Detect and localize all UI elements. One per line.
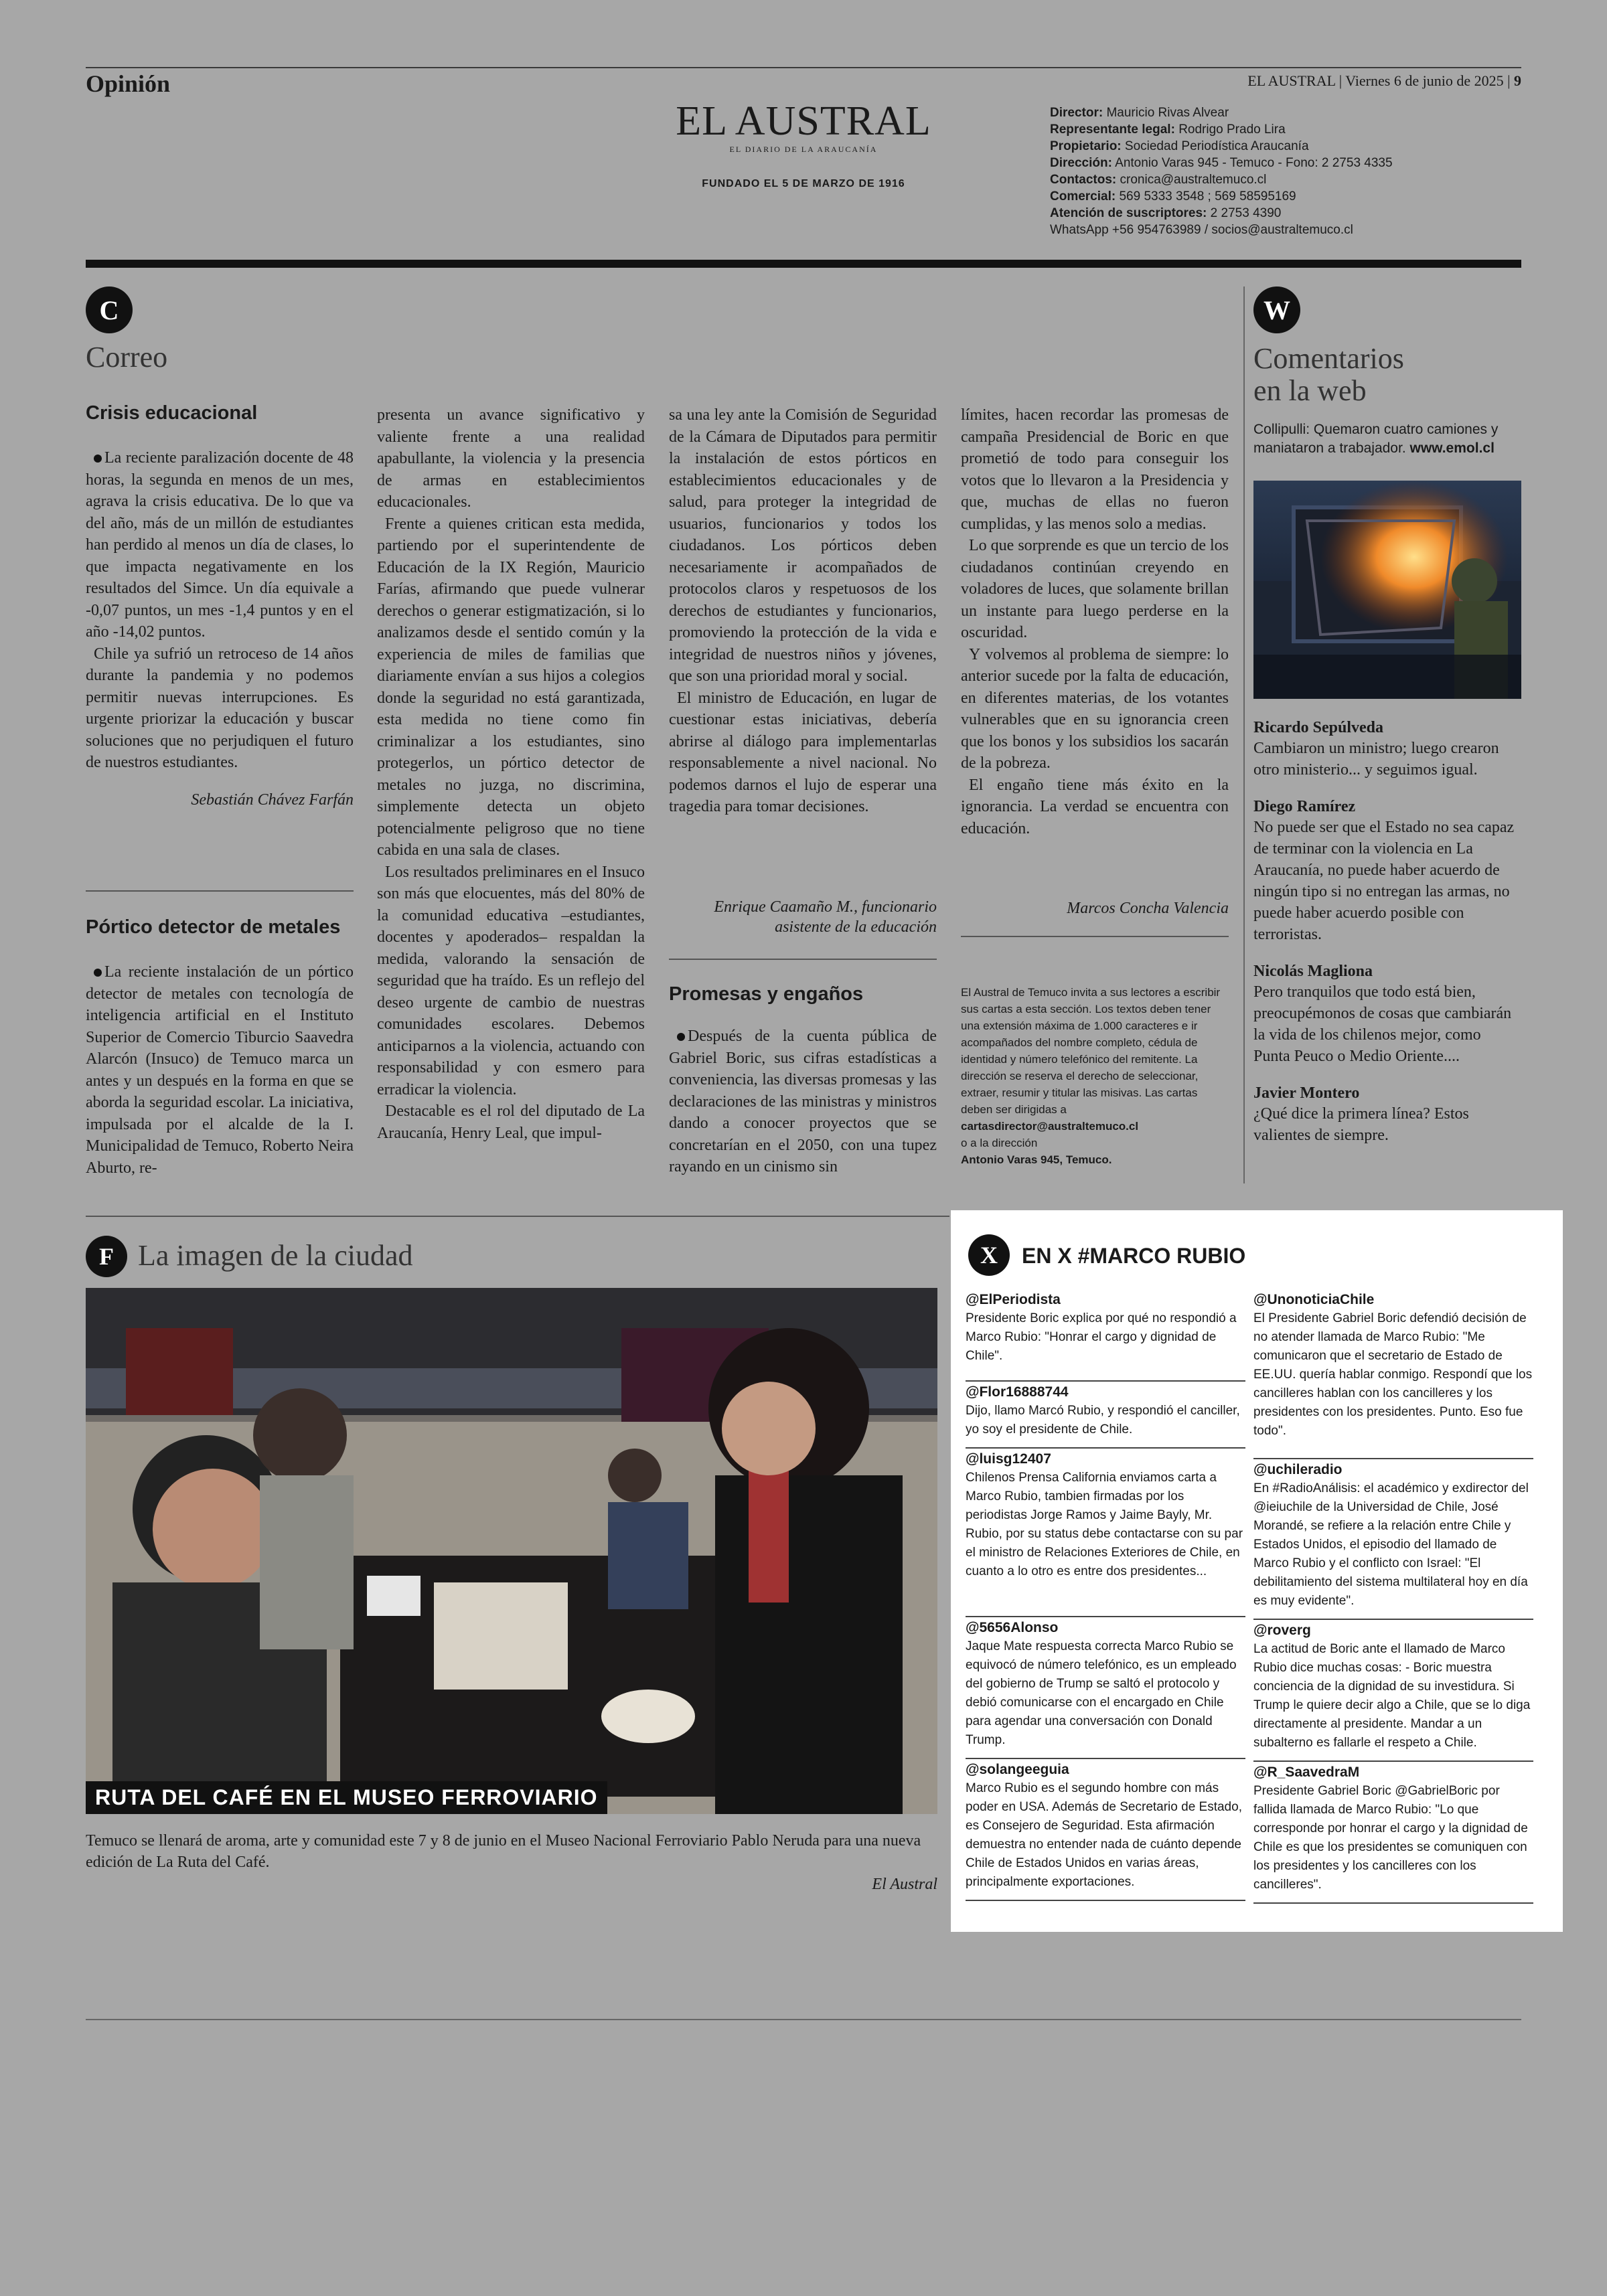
paragraph: El engaño tiene más éxito en la ignorancia. La verdad se encuentra con educación. (961, 776, 1229, 837)
comments-list (1253, 718, 1521, 1146)
letter1-body (86, 447, 354, 774)
staff-line: Propietario: Sociedad Periodística Araucanía (1050, 139, 1309, 153)
comment-text: No puede ser que el Estado no sea capaz de terminar con la violencia en La Araucanía, no puede haber acuerdo de ningún tipo si no entregan las armas, no puede haber acuerdo posible con terroristas. (1253, 819, 1515, 943)
comment-author: Ricardo Sepúlveda (1253, 719, 1384, 736)
staff-line: WhatsApp +56 954763989 / socios@australtemuco.cl (1050, 223, 1353, 237)
staff-line: Representante legal: Rodrigo Prado Lira (1050, 122, 1286, 137)
x-post-text: Marco Rubio es el segundo hombre con más poder en USA. Además de Secretario de Estado, es Consejero de Seguridad. Esta afirmación demuestra no entender nada de cuánto depende Chile de Estados Unidos en varias áreas, principalmente exportaciones. (966, 1781, 1242, 1889)
city-caption: Temuco se llenará de aroma, arte y comunidad este 7 y 8 de junio en el Museo Nacional Ferroviario Pablo Neruda para una nueva edición de La Ruta del Café. (86, 1832, 921, 1871)
section-name: Opinión (86, 70, 171, 97)
x-post (966, 1383, 1245, 1449)
x-post-text: La actitud de Boric ante el llamado de Marco Rubio dice muchas cosas: - Boric muestra conciencia de la dignidad de su investidura. Si Trump le quiere decir algo a Chile, que se lo diga directamente al presidente. Mandar a un subalterno es fallarle el respeto a Chile. (1253, 1642, 1531, 1750)
letter2-title: Pórtico detector de metales (86, 916, 341, 938)
comments-title (1253, 343, 1404, 407)
comments-badge: W (1253, 286, 1300, 333)
paragraph: La reciente paralización docente de 48 horas, la segunda en menos de un mes, agrava la crisis educativa. De lo que va del año, más de un millón de estudiantes han perdido al menos un día de clases, lo que impacta negativamente en los resultados del Simce. Un día equivale a -0,07 puntos, un mes -1,4 puntos y en el año -14,02 puntos. (86, 449, 354, 641)
x-post-text: Presidente Gabriel Boric @GabrielBoric por fallida llamada de Marco Rubio: "Lo que corresponde por honrar el cargo y la dignidad de Chile es que los presidentes se comuniquen con los presidentes y los cancilleres con los cancilleres". (1253, 1784, 1528, 1892)
x-post (966, 1760, 1245, 1901)
letter2-signature: Enrique Caamaño M., funcionario asistente de la educación (714, 898, 937, 936)
comments-lead (1253, 420, 1521, 458)
paragraph: límites, hacen recordar las promesas de campaña Presidencial de Boric en que prometió de todo para conseguir los votos que lo llevaron a la Presidencia y que, muchas de ellas no fueron cumplidas, y las menos solo a medias. (961, 406, 1229, 533)
comment-item (1253, 1083, 1521, 1146)
letters-notice (961, 984, 1229, 1168)
paragraph: Destacable es el rol del diputado de La Araucanía, Henry Leal, que impul- (377, 1102, 645, 1142)
paragraph: La reciente instalación de un pórtico detector de metales con tecnología de inteligencia artificial en el Instituto Superior de Comercio Tiburcio Saavedra Alarcón (Insuco) de Temuco marca un antes y un después en la forma en que se aborda la seguridad escolar. La iniciativa, impulsada por el alcalde de la I. Municipalidad de Temuco, Roberto Neira Aburto, re- (86, 963, 354, 1177)
x-post-text: Chilenos Prensa California enviamos carta a Marco Rubio, tambien firmadas por los periodistas Jorge Ramos y Jaime Bayly, Mr. Rubio, por su status debe contactarse con su par el ministro de Relaciones Exteriores de Chile, en cuanto a lo otro es entre dos presidentes... (966, 1471, 1243, 1578)
x-handle[interactable]: @roverg (1253, 1623, 1311, 1638)
x-post (1253, 1291, 1533, 1459)
letter3-body-col4 (961, 404, 1229, 839)
x-post-text: Dijo, llamo Marcó Rubio, y respondió el canciller, yo soy el presidente de Chile. (966, 1404, 1240, 1437)
logo (670, 100, 937, 155)
x-badge: X (968, 1234, 1010, 1276)
comment-author: Javier Montero (1253, 1084, 1360, 1102)
notice-text: El Austral de Temuco invita a sus lectores a escribir sus cartas a esta sección. Los textos deben tener una extensión máxima de 1.000 caracteres e ir acompañados del nombre completo, cédula de identidad y número telefónico del remitente. La dirección se reserva el derecho de seleccionar, extraer, resumir y titular las misivas. Las cartas deben ser dirigidas a (961, 986, 1221, 1116)
notice-or: o a la dirección (961, 1137, 1038, 1149)
letter2-start (86, 916, 354, 1179)
letter1-title: Crisis educacional (86, 402, 258, 424)
comment-author: Nicolás Magliona (1253, 963, 1373, 980)
comment-text: Cambiaron un ministro; luego crearon otro ministerio... y seguimos igual. (1253, 740, 1499, 778)
x-handle[interactable]: @Flor16888744 (966, 1384, 1069, 1400)
paragraph: El ministro de Educación, en lugar de cuestionar estas iniciativas, debería abrirse al diálogo para implementarlas responsablemente a nivel nacional. No podemos darnos el lujo de esperar una tragedia para tomar decisiones. (669, 689, 937, 815)
x-post (966, 1450, 1245, 1617)
founded-line: FUNDADO EL 5 DE MARZO DE 1916 (702, 178, 905, 189)
column-divider (1243, 286, 1245, 1183)
staff-box (1050, 104, 1492, 238)
comment-item (1253, 961, 1521, 1067)
staff-line: Dirección: Antonio Varas 945 - Temuco - Fono: 2 2753 4335 (1050, 156, 1393, 170)
paper-date-text: EL AUSTRAL | Viernes 6 de junio de 2025 | (1247, 72, 1511, 89)
x-handle[interactable]: @luisg12407 (966, 1451, 1051, 1467)
letter3-title: Promesas y engaños (669, 983, 864, 1005)
comments-title-line1: Comentarios (1253, 342, 1404, 375)
paper-date (1247, 72, 1521, 90)
divider (961, 936, 1229, 937)
correo-title: Correo (86, 341, 168, 374)
x-handle[interactable]: @UnonoticiaChile (1253, 1292, 1375, 1307)
x-post-text: En #RadioAnálisis: el académico y exdirector del @ieiuchile de la Universidad de Chile, José Morandé, se refiere a la relación entre Chile y Estados Unidos, el episodio del llamado de Marco Rubio y el conflicto con Israel: "El debilitamiento del sistema multilateral hoy en día es muy evidente". (1253, 1481, 1529, 1608)
letter3-start (669, 983, 937, 1178)
logo-name: EL AUSTRAL (676, 98, 931, 144)
letter2-body-col3 (669, 404, 937, 818)
x-post (1253, 1763, 1533, 1904)
paragraph: Y volvemos al problema de siempre: lo anterior sucede por la falta de educación, en diferentes materias, de los votantes vulnerables que en su ignorancia creen que los bonos y los subsidios los sacarán de la pobreza. (961, 645, 1229, 772)
bullet-icon (94, 455, 102, 463)
comments-photo (1253, 481, 1521, 699)
letter3-body-col3 (669, 1026, 937, 1178)
letter2-body-col2 (377, 404, 645, 1144)
x-title: EN X #MARCO RUBIO (1022, 1244, 1246, 1268)
header-top-rule (86, 67, 1521, 68)
letter3-signature: Marcos Concha Valencia (1067, 900, 1229, 917)
x-handle[interactable]: @solangeeguia (966, 1762, 1069, 1777)
divider (669, 959, 937, 960)
lead-text: Collipulli: Quemaron cuatro camiones y maniataron a trabajador. (1253, 422, 1499, 456)
x-handle[interactable]: @5656Alonso (966, 1620, 1059, 1635)
staff-line: Atención de suscriptores: 2 2753 4390 (1050, 206, 1282, 220)
city-badge: F (86, 1236, 127, 1277)
bottom-rule (86, 2019, 1521, 2020)
x-post (1253, 1461, 1533, 1620)
staff-line: Director: Mauricio Rivas Alvear (1050, 106, 1229, 120)
city-credit: El Austral (872, 1876, 937, 1893)
burning-truck-image (1253, 481, 1521, 699)
city-photo (86, 1288, 937, 1814)
x-handle[interactable]: @uchileradio (1253, 1462, 1343, 1477)
paragraph: Los resultados preliminares en el Insuco son más que elocuentes, más del 80% de la comunidad educativa –estudiantes, docentes y apoderados– respaldan la medida, valorando la sensación de seguridad que ha traído. Es un reflejo del deseo urgente de cambio de nuestras comunidades escolares. Debemos anticiparnos a la violencia, actuando con responsabilidad y con esmero para erradicar la violencia. (377, 863, 645, 1098)
x-panel (951, 1210, 1563, 1932)
notice-email: cartasdirector@australtemuco.cl (961, 1120, 1139, 1133)
comment-item (1253, 797, 1521, 945)
notice-address: Antonio Varas 945, Temuco. (961, 1153, 1112, 1166)
bullet-icon (94, 969, 102, 977)
comments-title-line2: en la web (1253, 374, 1367, 407)
letter1-signature: Sebastián Chávez Farfán (191, 791, 354, 809)
comment-text: ¿Qué dice la primera línea? Estos valientes de siempre. (1253, 1105, 1469, 1144)
x-post (966, 1619, 1245, 1759)
staff-line: Comercial: 569 5333 3548 ; 569 58595169 (1050, 189, 1296, 203)
x-post (966, 1291, 1245, 1382)
x-handle[interactable]: @R_SaavedraM (1253, 1765, 1360, 1780)
letter2-body-col1 (86, 961, 354, 1179)
correo-badge: C (86, 286, 133, 333)
page-number: 9 (1514, 72, 1521, 89)
paragraph: Después de la cuenta pública de Gabriel Boric, sus cifras estadísticas a conveniencia, las diversas promesas y las declaraciones de las ministras y ministros dando a conocer proyectos que se concretarían en el 2050, con una tupez rayando en un cinismo sin (669, 1028, 937, 1175)
header-thick-rule (86, 260, 1521, 268)
bullet-icon (677, 1033, 685, 1041)
comment-author: Diego Ramírez (1253, 798, 1356, 815)
lead-source: www.emol.cl (1409, 440, 1495, 456)
comment-item (1253, 718, 1521, 781)
x-handle[interactable]: @ElPeriodista (966, 1292, 1061, 1307)
paragraph: sa una ley ante la Comisión de Seguridad de la Cámara de Diputados para permitir la instalación de estos pórticos en establecimientos educacionales y de salud, para proteger la integridad de usuarios, funcionarios y todos los ciudadanos. Los pórticos deben necesariamente ir acompañados de protocolos claros y respetuosos de los derechos de estudiantes y funcionarios, promoviendo la protección de la vida e integridad de nuestros niños y jóvenes, que son una prioridad moral y social. (669, 406, 937, 685)
staff-line: Contactos: cronica@australtemuco.cl (1050, 173, 1267, 187)
paragraph: presenta un avance significativo y valiente frente a una realidad apabullante, la violencia y la presencia de armas en establecimientos educacionales. (377, 406, 645, 511)
coffee-fair-image (86, 1288, 937, 1814)
logo-tagline: EL DIARIO DE LA ARAUCANÍA (729, 145, 878, 154)
comment-text: Pero tranquilos que todo está bien, preocupémonos de cosas que cambiarán la vida de los chilenos mejor, como Punta Peuco o Medio Oriente.... (1253, 983, 1512, 1065)
divider (86, 1216, 949, 1217)
x-post-text: El Presidente Gabriel Boric defendió decisión de no atender llamada de Marco Rubio: "Me comunicaron que el secretario de Estado de EE.UU. quería hablar conmigo. Respondí que los cancilleres hablan con los cancilleres y los presidentes con los presidentes. Punto. Eso fue todo". (1253, 1311, 1533, 1438)
x-post (1253, 1621, 1533, 1762)
x-post-text: Jaque Mate respuesta correcta Marco Rubio se equivocó de número telefónico, es un empleado del gobierno de Trump se saltó el protocolo y debió comunicarse con el encargado en Chile para agendar una conversación con Donald Trump. (966, 1639, 1237, 1747)
paragraph: Lo que sorprende es que un tercio de los ciudadanos continúan creyendo en voladores de luces, que solamente brillan un instante para luego perderse en la oscuridad. (961, 537, 1229, 641)
paragraph: Frente a quienes critican esta medida, partiendo por el superintendente de Educación de la IX Región, Mauricio Farías, afirmando que puede vulnerar derechos o generar estigmatización, si lo analizamos desde el sentido común y la experiencia de miles de familias que diariamente envían a sus hijos a colegios donde la seguridad no está garantizada, esta medida no tiene como fin criminalizar a los estudiantes, sino protegerlos, un pórtico detector de metales no juzga, no discrimina, simplemente detecta un objeto potencialmente peligroso que no tiene cabida en una sala de clases. (377, 515, 645, 859)
photo-overlay-title: RUTA DEL CAFÉ EN EL MUSEO FERROVIARIO (86, 1781, 607, 1814)
paragraph: Chile ya sufrió un retroceso de 14 años durante la pandemia y no podemos permitir nuevas interrupciones. Es urgente priorizar la educación y buscar soluciones que no perjudiquen el futuro de nuestros estudiantes. (86, 645, 354, 771)
x-post-text: Presidente Boric explica por qué no respondió a Marco Rubio: "Honrar el cargo y dignidad de Chile". (966, 1311, 1237, 1363)
letter1 (86, 402, 354, 810)
city-title: La imagen de la ciudad (138, 1239, 413, 1272)
divider (86, 890, 354, 892)
